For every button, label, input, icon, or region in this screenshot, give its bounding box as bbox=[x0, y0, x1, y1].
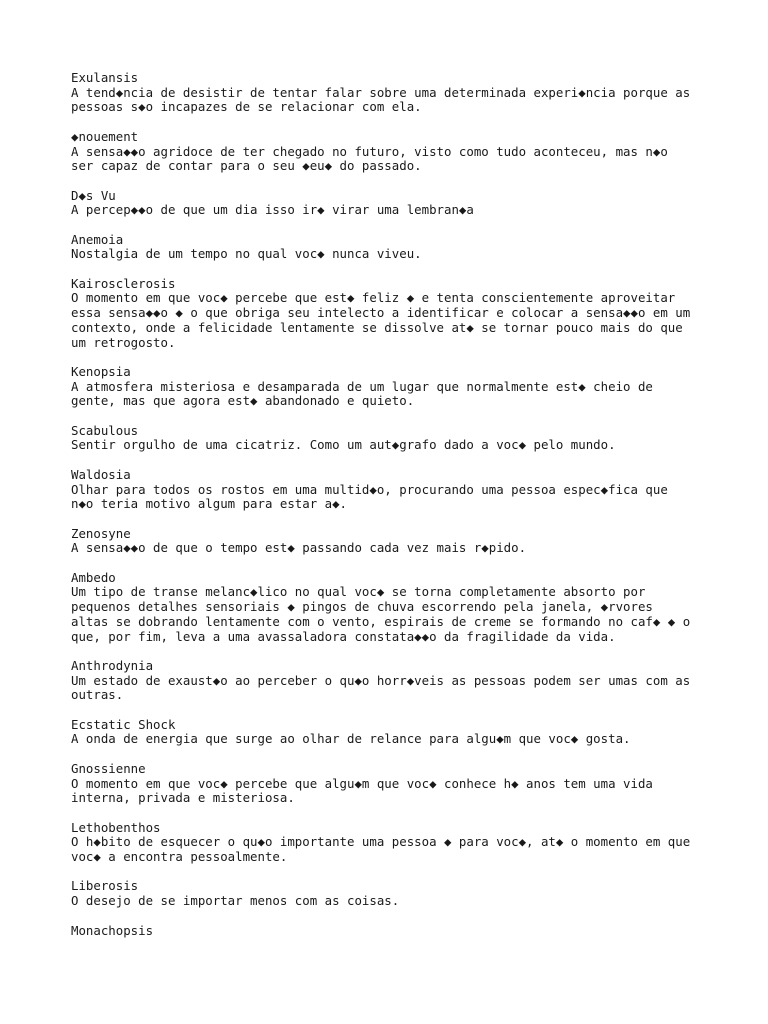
definition-line: ser capaz de contar para o seu ◆eu◆ do passado. bbox=[71, 158, 422, 174]
term-kenopsia: Kenopsia bbox=[71, 363, 131, 379]
term-scabulous: Scabulous bbox=[71, 422, 139, 438]
definition-line: A sensa◆◆o de que o tempo est◆ passando cada vez mais r◆pido. bbox=[71, 540, 527, 556]
definition-line: um retrogosto. bbox=[71, 334, 176, 350]
entry-gnossienne bbox=[71, 762, 711, 806]
term-exulansis: Exulansis bbox=[71, 70, 139, 85]
entry-ecstatic-shock bbox=[71, 718, 711, 747]
definition-line: Sentir orgulho de uma cicatriz. Como um aut◆grafo dado a voc◆ pelo mundo. bbox=[71, 437, 616, 453]
definition-line: A onda de energia que surge ao olhar de relance para algu◆m que voc◆ gosta. bbox=[71, 731, 631, 747]
entry-anemoia bbox=[71, 233, 711, 262]
definition-line: A sensa◆◆o agridoce de ter chegado no futuro, visto como tudo aconteceu, mas n◆o bbox=[71, 143, 668, 159]
definition-line: A tend◆ncia de desistir de tentar falar sobre uma determinada experi◆ncia porque as bbox=[71, 84, 691, 100]
definition-line: outras. bbox=[71, 687, 124, 703]
term-ambedo: Ambedo bbox=[71, 569, 116, 585]
term-gnossienne: Gnossienne bbox=[71, 760, 146, 776]
definition-line: interna, privada e misteriosa. bbox=[71, 790, 295, 806]
definition-line: altas se dobrando lentamente com o vento, espirais de creme se formando no caf◆ ◆ o bbox=[71, 613, 691, 629]
definition-line: Olhar para todos os rostos em uma multid◆o, procurando uma pessoa espec◆fica que bbox=[71, 481, 668, 497]
definition-line: Um estado de exaust◆o ao perceber o qu◆o horr◆veis as pessoas podem ser umas com as bbox=[71, 672, 691, 688]
entry-des-vu bbox=[71, 189, 711, 218]
definition-line: n◆o teria motivo algum para estar a◆. bbox=[71, 496, 348, 512]
definition-line: A percep◆◆o de que um dia isso ir◆ virar uma lembran◆a bbox=[71, 202, 474, 218]
definition-line: pequenos detalhes sensoriais ◆ pingos de chuva escorrendo pela janela, ◆rvores bbox=[71, 599, 653, 615]
term-nouement: ◆nouement bbox=[71, 128, 139, 144]
entry-lethobenthos bbox=[71, 821, 711, 865]
definition-line: contexto, onde a felicidade lentamente se dissolve at◆ se tornar pouco mais do que bbox=[71, 319, 683, 335]
entry-nouement bbox=[71, 130, 711, 174]
term-anthrodynia: Anthrodynia bbox=[71, 657, 154, 673]
entry-ambedo bbox=[71, 571, 711, 645]
entry-kairosclerosis bbox=[71, 277, 711, 351]
term-monachopsis: Monachopsis bbox=[71, 922, 154, 938]
definition-line: voc◆ a encontra pessoalmente. bbox=[71, 849, 288, 865]
entry-anthrodynia bbox=[71, 659, 711, 703]
definition-line: A atmosfera misteriosa e desamparada de um lugar que normalmente est◆ cheio de bbox=[71, 378, 653, 394]
entry-liberosis bbox=[71, 879, 711, 908]
term-des-vu: D◆s Vu bbox=[71, 187, 116, 203]
term-kairosclerosis: Kairosclerosis bbox=[71, 275, 176, 291]
term-zenosyne: Zenosyne bbox=[71, 525, 131, 541]
entry-waldosia bbox=[71, 468, 711, 512]
definition-line: que, por fim, leva a uma avassaladora constata◆◆o da fragilidade da vida. bbox=[71, 628, 616, 644]
definition-line: O desejo de se importar menos com as coisas. bbox=[71, 893, 400, 909]
entry-scabulous bbox=[71, 424, 711, 453]
definition-line: O momento em que voc◆ percebe que algu◆m que voc◆ conhece h◆ anos tem uma vida bbox=[71, 775, 653, 791]
definition-line: O momento em que voc◆ percebe que est◆ feliz ◆ e tenta conscientemente aproveitar bbox=[71, 290, 676, 306]
entry-monachopsis bbox=[71, 924, 711, 939]
entry-kenopsia bbox=[71, 365, 711, 409]
definition-line: Um tipo de transe melanc◆lico no qual voc◆ se torna completamente absorto por bbox=[71, 584, 646, 600]
definition-line: pessoas s◆o incapazes de se relacionar com ela. bbox=[71, 99, 422, 115]
document-page bbox=[71, 71, 711, 953]
definition-line: O h◆bito de esquecer o qu◆o importante uma pessoa ◆ para voc◆, at◆ o momento em que bbox=[71, 834, 691, 850]
definition-line: essa sensa◆◆o ◆ o que obriga seu intelecto a identificar e colocar a sensa◆◆o em um bbox=[71, 305, 691, 321]
entry-exulansis bbox=[71, 71, 711, 115]
term-waldosia: Waldosia bbox=[71, 466, 131, 482]
definition-line: gente, mas que agora est◆ abandonado e quieto. bbox=[71, 393, 415, 409]
definition-line: Nostalgia de um tempo no qual voc◆ nunca viveu. bbox=[71, 246, 422, 262]
term-liberosis: Liberosis bbox=[71, 878, 139, 894]
entry-zenosyne bbox=[71, 527, 711, 556]
term-lethobenthos: Lethobenthos bbox=[71, 819, 161, 835]
term-anemoia: Anemoia bbox=[71, 231, 124, 247]
term-ecstatic-shock: Ecstatic Shock bbox=[71, 716, 176, 732]
